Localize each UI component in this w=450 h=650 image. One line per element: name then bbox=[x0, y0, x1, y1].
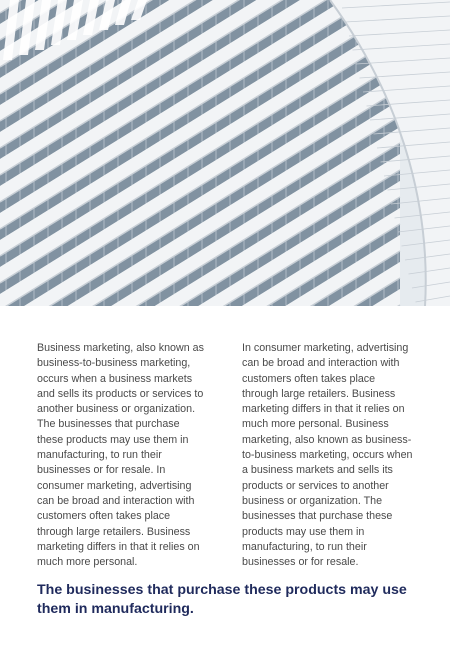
building-facade-photo bbox=[0, 0, 450, 306]
hero-image bbox=[0, 0, 450, 306]
pull-quote: The businesses that purchase these products may use them in manufacturing. bbox=[37, 582, 407, 617]
article-column-left: Business marketing, also known as business-to-business marketing, occurs when a business markets and sells its products or services to another business or organization. The businesses that purchase these products may use them in manufacturing, to run their businesses or for resale. In consumer marketing, advertising can be broad and interaction with customers often takes place through large retailers. Business marketing differs in that it relies on much more personal. bbox=[37, 342, 204, 569]
article-column-right: In consumer marketing, advertising can be broad and interaction with customers often takes place through large retailers. Business marketing differs in that it relies on much more personal. Business marketing, also known as business-to-business marketing, occurs when a business markets and sells its products or services to another business or organization. The businesses that purchase these products may use them in manufacturing, to run their businesses or for resale. bbox=[242, 342, 413, 569]
article-body bbox=[37, 341, 413, 570]
